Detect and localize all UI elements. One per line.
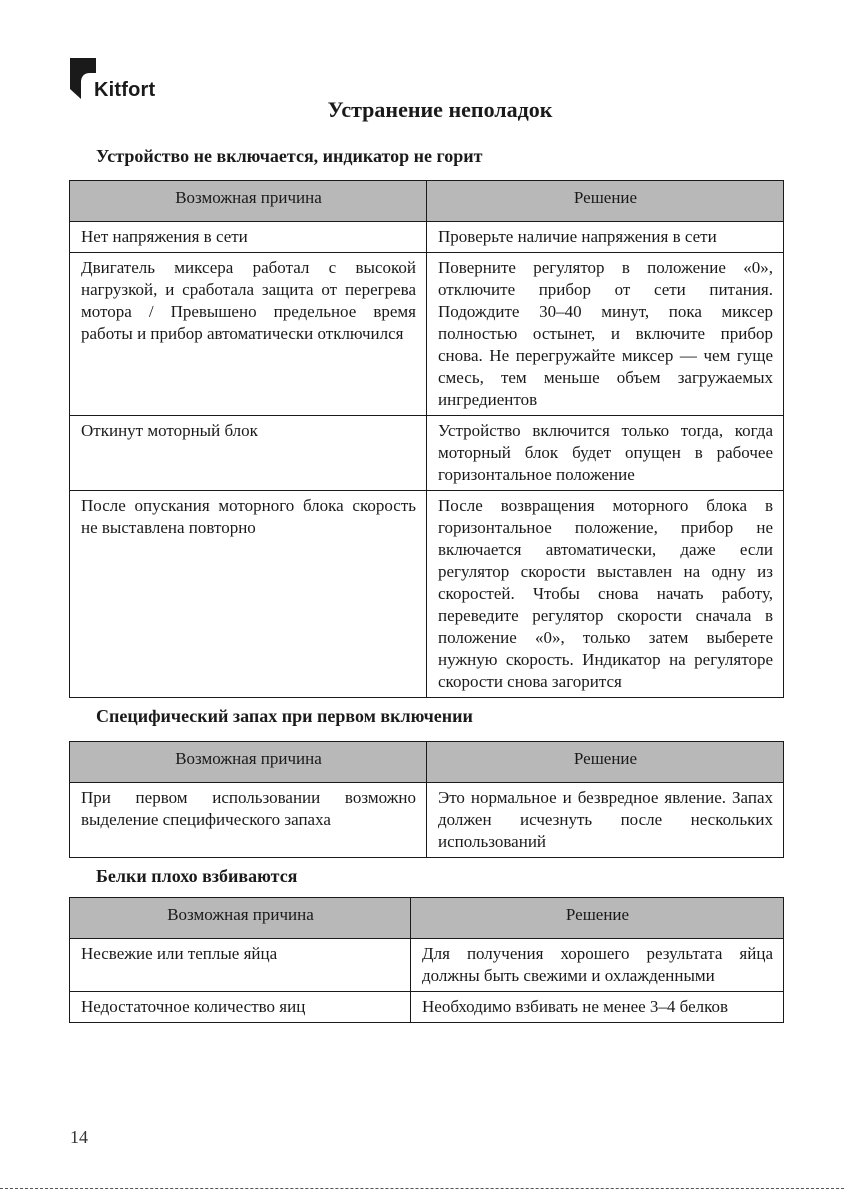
column-header-solution: Решение xyxy=(427,181,784,222)
table-row xyxy=(70,491,784,698)
troubleshooting-table xyxy=(69,741,784,858)
cause-cell: Несвежие или теплые яйца xyxy=(70,939,411,992)
table-header-row xyxy=(70,181,784,222)
table-row xyxy=(70,416,784,491)
section-title: Белки плохо взбиваются xyxy=(96,866,298,886)
solution-cell: Это нормальное и безвредное явление. Запах должен исчезнуть после нескольких использований xyxy=(427,783,784,858)
solution-cell: После возвращения моторного блока в горизонтальное положение, прибор не включается автоматически, даже если регулятор скорости выставлен на одну из скоростей. Чтобы снова начать работу, переведите регулятор скорости сначала в положение «0», только затем выберете нужную скорость. Индикатор на регуляторе скорости снова загорится xyxy=(427,491,784,698)
column-header-solution: Решение xyxy=(427,742,784,783)
table-row xyxy=(70,992,784,1023)
cause-cell: Недостаточное количество яиц xyxy=(70,992,411,1023)
section-title: Устройство не включается, индикатор не горит xyxy=(96,146,483,166)
table-row xyxy=(70,939,784,992)
column-header-cause: Возможная причина xyxy=(70,181,427,222)
column-header-cause: Возможная причина xyxy=(70,742,427,783)
table-row xyxy=(70,783,784,858)
solution-cell: Для получения хорошего результата яйца должны быть свежими и охлажденными xyxy=(411,939,784,992)
cause-cell: Двигатель миксера работал с высокой нагрузкой, и сработала защита от перегрева мотора / Превышено предельное время работы и прибор автоматически отключился xyxy=(70,253,427,416)
solution-cell: Проверьте наличие напряжения в сети xyxy=(427,222,784,253)
brand-logo xyxy=(68,55,178,103)
page-title: Устранение неполадок xyxy=(327,97,553,122)
solution-cell: Необходимо взбивать не менее 3–4 белков xyxy=(411,992,784,1023)
cause-cell: При первом использовании возможно выделение специфического запаха xyxy=(70,783,427,858)
table-row xyxy=(70,222,784,253)
cause-cell: Откинут моторный блок xyxy=(70,416,427,491)
page-number: 14 xyxy=(70,1127,88,1147)
brand-name: Kitfort xyxy=(94,79,156,101)
solution-cell: Поверните регулятор в положение «0», отключите прибор от сети питания. Подождите 30–40 минут, пока миксер полностью остынет, и включите прибор снова. Не перегружайте миксер — чем гуще смесь, тем меньше объем загружаемых ингредиентов xyxy=(427,253,784,416)
solution-cell: Устройство включится только тогда, когда моторный блок будет опущен в рабочее горизонтальное положение xyxy=(427,416,784,491)
section-title: Специфический запах при первом включении xyxy=(96,706,473,726)
column-header-solution: Решение xyxy=(411,898,784,939)
table-header-row xyxy=(70,742,784,783)
troubleshooting-table xyxy=(69,897,784,1023)
cause-cell: Нет напряжения в сети xyxy=(70,222,427,253)
page-bottom-rule xyxy=(0,1188,844,1189)
column-header-cause: Возможная причина xyxy=(70,898,411,939)
troubleshooting-table xyxy=(69,180,784,698)
table-header-row xyxy=(70,898,784,939)
cause-cell: После опускания моторного блока скорость не выставлена повторно xyxy=(70,491,427,698)
table-row xyxy=(70,253,784,416)
